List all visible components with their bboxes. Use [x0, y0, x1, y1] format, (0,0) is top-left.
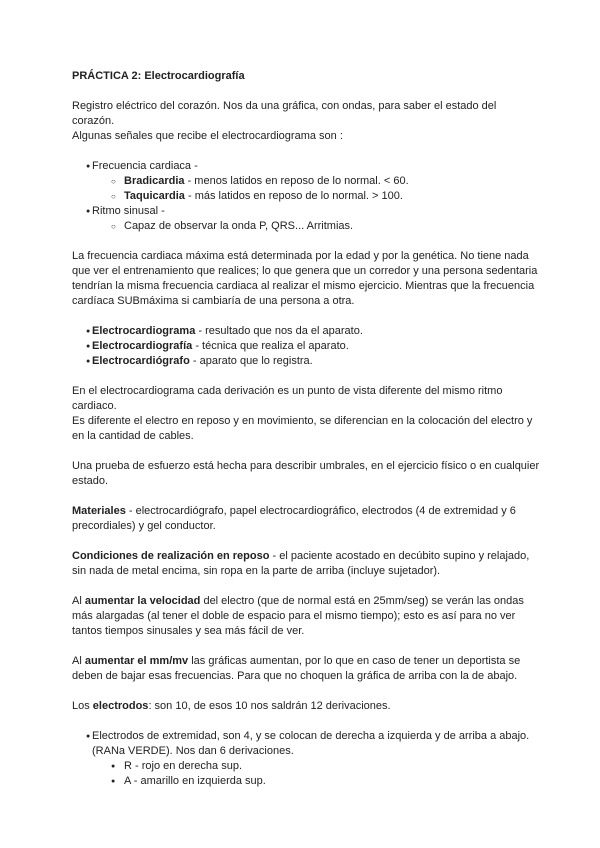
list-item-term [92, 324, 540, 339]
esfuerzo-paragraph: Una prueba de esfuerzo está hecha para describir umbrales, en el ejercicio físico o en cualquier estado. [72, 460, 540, 487]
terms-list-block [72, 324, 540, 369]
bradicardia-term: Bradicardia [124, 175, 185, 187]
ritmo-sublist [72, 219, 540, 234]
intro-signals-paragraph: Algunas señales que recibe el electrocardiograma son : [72, 130, 343, 142]
electrodos-pre: Los [72, 700, 93, 712]
list-item-term [92, 339, 540, 354]
ritmo-label: Ritmo sinusal - [92, 205, 165, 217]
list-item-electrode: ● A - amarillo en izquierda sup. [124, 774, 540, 789]
list-item-extremidad: ● Electrodos de extremidad, son 4, y se colocan de derecha a izquierda y de arriba a abajo. (RANa VERDE). Nos dan 6 derivaciones. [92, 729, 540, 759]
derivacion-paragraph: En el electrocardiograma cada derivación es un punto de vista diferente del mismo ritmo cardiaco. [72, 385, 503, 412]
signals-list [72, 159, 540, 174]
intro-paragraph: Registro eléctrico del corazón. Nos da una gráfica, con ondas, para saber el estado del corazón. [72, 100, 497, 127]
extremidad-list-block [72, 729, 540, 789]
electrodos-paragraph [72, 699, 540, 714]
materiales-label: Materiales [72, 505, 126, 517]
term-label: Electrocardiógrafo [92, 355, 190, 367]
page-title: PRÁCTICA 2: Electrocardiografía [72, 70, 245, 82]
term-text: - técnica que realiza el aparato. [192, 340, 349, 352]
materiales-text: - electrocardiógrafo, papel electrocardiográfico, electrodos (4 de extremidad y 6 precordiales) y gel conductor. [72, 505, 516, 532]
list-item-ritmo [92, 204, 540, 219]
taquicardia-text: - más latidos en reposo de lo normal. > 100. [184, 190, 403, 202]
condiciones-label: Condiciones de realización en reposo [72, 550, 270, 562]
list-item-bradicardia [124, 174, 540, 189]
velocidad-bold: aumentar la velocidad [84, 595, 201, 607]
term-label: Electrocardiograma [92, 325, 196, 337]
electrodos-bold: electrodos [92, 700, 149, 712]
mmmv-pre: Al [72, 655, 85, 667]
velocidad-text: del electro (que de normal está en 25mm/seg) se verán las ondas más alargadas (al tener el doble de espacio para el mismo tiempo); esto es así para no ver tantos tiempos sinusales y sea más fácil de ver. [72, 595, 524, 637]
velocidad-pre: Al [72, 595, 85, 607]
list-item-taquicardia [124, 189, 540, 204]
signals-list-block [72, 159, 540, 234]
frecuencia-sublist [72, 174, 540, 204]
frecuencia-label: Frecuencia cardiaca - [92, 160, 198, 172]
extremidad-sublist [72, 759, 540, 789]
signals-list-cont [72, 204, 540, 219]
velocidad-paragraph [72, 594, 540, 639]
list-item-frecuencia [92, 159, 540, 174]
terms-list [72, 324, 540, 369]
list-item-electrode: ● R - rojo en derecha sup. [124, 759, 540, 774]
term-label: Electrocardiografía [92, 340, 193, 352]
fc-max-paragraph: La frecuencia cardiaca máxima está determinada por la edad y por la genética. No tiene nada que ver el entrenamiento que realices; lo que genera que un corredor y una persona sedentaria tendrían la misma frecuencia cardiaca al realizar el mismo ejercicio. Mientras que la frecuencia cardíaca SUBmáxima si cambiaría de una persona a otra. [72, 250, 538, 307]
reposo-movimiento-paragraph: Es diferente el electro en reposo y en movimiento, se diferencian en la colocación del electro y en la cantidad de cables. [72, 415, 533, 442]
mmmv-text: las gráficas aumentan, por lo que en caso de tener un deportista se deben de bajar esas frecuencias. Para que no choquen la gráfica de arriba con la de abajo. [72, 655, 521, 682]
bradicardia-text: - menos latidos en reposo de lo normal. < 60. [184, 175, 409, 187]
term-text: - resultado que nos da el aparato. [195, 325, 363, 337]
extremidad-list [72, 729, 540, 759]
materiales-paragraph [72, 504, 540, 534]
electrodos-text: : son 10, de esos 10 nos saldrán 12 derivaciones. [148, 700, 391, 712]
term-text: - aparato que lo registra. [189, 355, 313, 367]
list-item-term [92, 354, 540, 369]
list-item-ritmo-detail: ○ Capaz de observar la onda P, QRS... Arritmias. [124, 219, 540, 234]
taquicardia-term: Taquicardia [124, 190, 185, 202]
condiciones-text: - el paciente acostado en decúbito supino y relajado, sin nada de metal encima, sin ropa en la parte de arriba (incluye sujetador). [72, 550, 530, 577]
mmmv-bold: aumentar el mm/mv [84, 655, 189, 667]
mmmv-paragraph [72, 654, 540, 684]
condiciones-paragraph [72, 549, 540, 579]
